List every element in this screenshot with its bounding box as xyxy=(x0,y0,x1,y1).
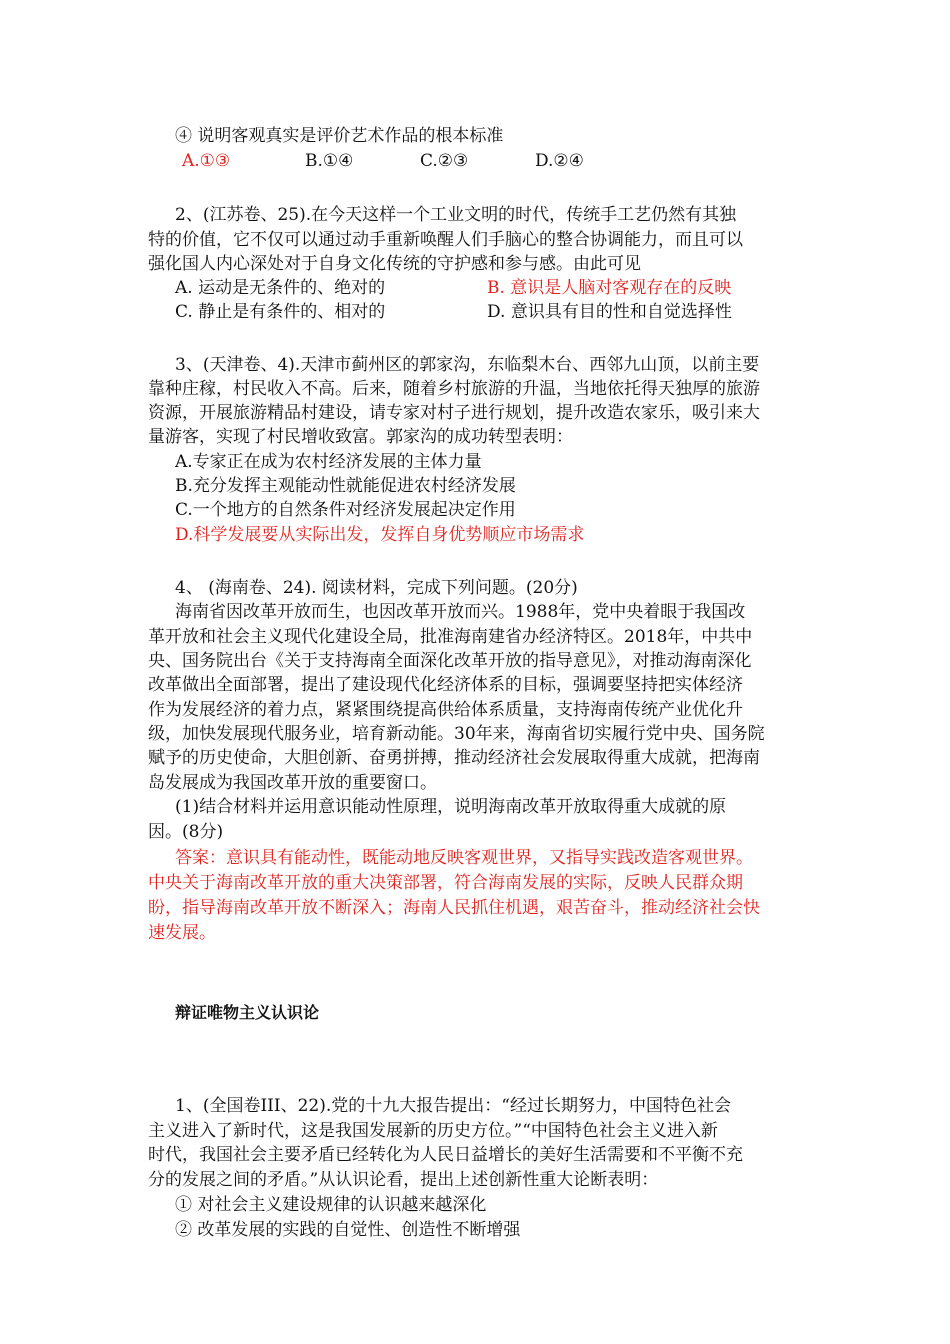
q4-material-line: 海南省因改革开放而生，也因改革开放而兴。1988年，党中央着眼于我国改 xyxy=(175,602,746,622)
option-d: D.②④ xyxy=(535,151,584,171)
q4-answer-line: 答案：意识具有能动性，既能动地反映客观世界，又指导实践改造客观世界。 xyxy=(175,848,753,868)
q2-option-b-answer: B. 意识是人脑对客观存在的反映 xyxy=(487,278,732,298)
q2-line: 强化国人内心深处对于自身文化传统的守护感和参与感。由此可见 xyxy=(148,254,641,274)
q4-material-line: 级，加快发展现代服务业，培育新动能。30年来，海南省切实履行党中央、国务院 xyxy=(148,724,765,744)
q3-option-c: C.一个地方的自然条件对经济发展起决定作用 xyxy=(175,500,516,520)
s1-statement-2: ② 改革发展的实践的自觉性、创造性不断增强 xyxy=(175,1220,521,1240)
option-a-answer: A.①③ xyxy=(182,151,231,171)
q4-answer-line: 盼，指导海南改革开放不断深入；海南人民抓住机遇，艰苦奋斗，推动经济社会快 xyxy=(148,898,760,918)
q2-option-d: D. 意识具有目的性和自觉选择性 xyxy=(487,302,732,322)
s1-line: 主义进入了新时代，这是我国发展新的历史方位。”“中国特色社会主义进入新 xyxy=(148,1121,718,1141)
q2-line: 2、(江苏卷、25).在今天这样一个工业文明的时代，传统手工艺仍然有其独 xyxy=(175,205,737,225)
q4-material-line: 岛发展成为我国改革开放的重要窗口。 xyxy=(148,773,437,793)
s1-statement-1: ① 对社会主义建设规律的认识越来越深化 xyxy=(175,1195,487,1215)
q2-option-c: C. 静止是有条件的、相对的 xyxy=(175,302,386,322)
s1-line: 分的发展之间的矛盾。”从认识论看，提出上述创新性重大论断表明： xyxy=(148,1170,659,1190)
q4-material-line: 改革做出全面部署，提出了建设现代化经济体系的目标，强调要坚持把实体经济 xyxy=(148,675,743,695)
q4-title: 4、 (海南卷、24). 阅读材料，完成下列问题。(20分) xyxy=(175,578,578,598)
section-title: 辩证唯物主义认识论 xyxy=(175,1003,320,1022)
q2-option-a: A. 运动是无条件的、绝对的 xyxy=(175,278,386,298)
q3-option-b: B.充分发挥主观能动性就能促进农村经济发展 xyxy=(175,476,516,496)
q2-line: 特的价值，它不仅可以通过动手重新唤醒人们手脑心的整合协调能力，而且可以 xyxy=(148,230,743,250)
q4-answer-line: 中央关于海南改革开放的重大决策部署，符合海南发展的实际，反映人民群众期 xyxy=(148,873,743,893)
q3-line: 3、(天津卷、4).天津市蓟州区的郭家沟，东临梨木台、西邻九山顶，以前主要 xyxy=(175,355,760,375)
option-c: C.②③ xyxy=(420,151,469,171)
q3-line: 资源，开展旅游精品村建设，请专家对村子进行规划，提升改造农家乐，吸引来大 xyxy=(148,403,760,423)
q4-material-line: 革开放和社会主义现代化建设全局，批准海南建省办经济特区。2018年，中共中 xyxy=(148,627,753,647)
q4-sub1-line: (1)结合材料并运用意识能动性原理，说明海南改革开放取得重大成就的原 xyxy=(175,797,727,817)
q4-material-line: 赋予的历史使命，大胆创新、奋勇拼搏，推动经济社会发展取得重大成就，把海南 xyxy=(148,748,760,768)
q3-line: 量游客，实现了村民增收致富。郭家沟的成功转型表明： xyxy=(148,427,573,447)
q3-line: 靠种庄稼，村民收入不高。后来，随着乡村旅游的升温，当地依托得天独厚的旅游 xyxy=(148,379,760,399)
statement-4: ④ 说明客观真实是评价艺术作品的根本标准 xyxy=(175,126,504,146)
q4-material-line: 作为发展经济的着力点，紧紧围绕提高供给体系质量，支持海南传统产业优化升 xyxy=(148,700,743,720)
q4-material-line: 央、国务院出台《关于支持海南全面深化改革开放的指导意见》，对推动海南深化 xyxy=(148,651,752,671)
q3-option-a: A.专家正在成为农村经济发展的主体力量 xyxy=(175,452,482,472)
q3-option-d-answer: D.科学发展要从实际出发，发挥自身优势顺应市场需求 xyxy=(175,525,585,545)
q4-answer-line: 速发展。 xyxy=(148,923,216,943)
q4-sub1-line: 因。(8分) xyxy=(148,822,224,842)
s1-line: 1、(全国卷III、22).党的十九大报告提出：“经过长期努力，中国特色社会 xyxy=(175,1096,731,1116)
s1-line: 时代，我国社会主要矛盾已经转化为人民日益增长的美好生活需要和不平衡不充 xyxy=(148,1145,743,1165)
option-b: B.①④ xyxy=(305,151,354,171)
